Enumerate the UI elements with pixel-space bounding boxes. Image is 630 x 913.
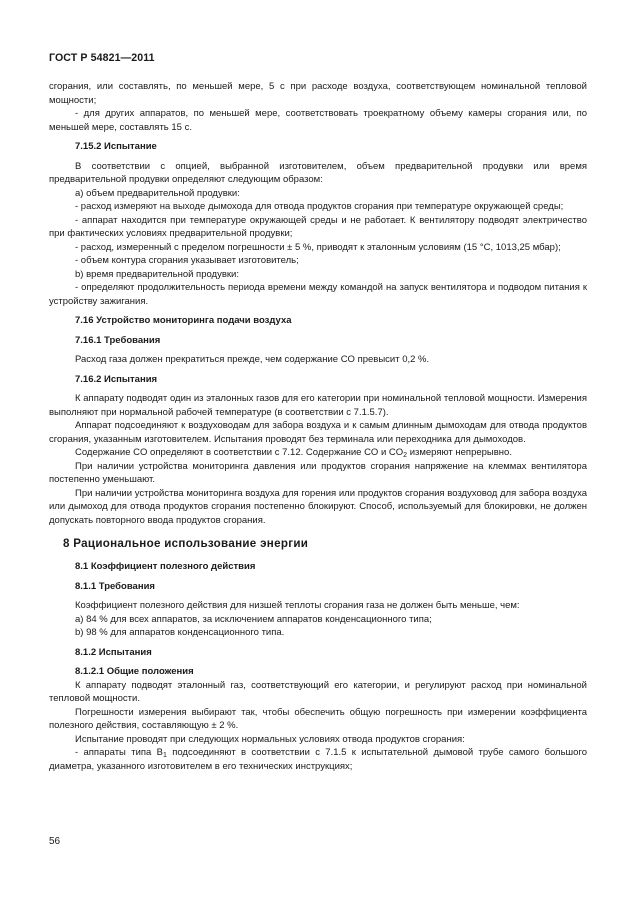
chapter-heading-8: 8 Рациональное использование энергии bbox=[63, 537, 309, 550]
section-heading-8-1-1: 8.1.1 Требования bbox=[75, 580, 155, 592]
section-heading-8-1-2: 8.1.2 Испытания bbox=[75, 646, 152, 658]
text-run: подсоединяют в соответствии с 7.1.5 к испытательной дымовой трубе самого большого диаметра, указанного изготовителем в его технических инструкциях; bbox=[49, 747, 587, 772]
paragraph: К аппарату подводят эталонный газ, соответствующий его категории, и регулируют расход при номинальной тепловой мощности. bbox=[49, 679, 587, 704]
section-heading-7-16-2: 7.16.2 Испытания bbox=[75, 373, 158, 385]
list-item: a) объем предварительной продувки: bbox=[75, 187, 240, 199]
paragraph: - для других аппаратов, по меньшей мере, соответствовать троекратному объему камеры сгорания или, по меньшей мере, составлять 15 с. bbox=[49, 108, 587, 133]
document-body bbox=[49, 80, 587, 773]
text-run: Содержание CO определяют в соответствии с 7.12. Содержание CO и CO bbox=[75, 447, 404, 458]
list-item: - аппарат находится при температуре окружающей среды и не работает. К вентилятору подводят электричество при фактических условиях предварительной продувки; bbox=[49, 214, 587, 239]
section-heading-7-15-2: 7.15.2 Испытание bbox=[75, 141, 157, 152]
list-item bbox=[49, 746, 587, 773]
text-run: - аппараты типа B bbox=[75, 747, 163, 758]
subscript: 1 bbox=[162, 752, 167, 759]
paragraph: Испытание проводят при следующих нормальных условиях отвода продуктов сгорания: bbox=[75, 733, 465, 745]
page-number: 56 bbox=[49, 836, 61, 847]
list-item: - расход измеряют на выходе дымохода для отвода продуктов сгорания при температуре окружающей среды; bbox=[75, 201, 564, 212]
subscript: 2 bbox=[403, 452, 408, 459]
text-run: измеряют непрерывно. bbox=[407, 447, 512, 458]
section-heading-7-16-1: 7.16.1 Требования bbox=[75, 334, 161, 346]
paragraph: В соответствии с опцией, выбранной изготовителем, объем предварительной продувки или время предварительной продувки определяют следующим образом: bbox=[49, 160, 587, 185]
paragraph: При наличии устройства мониторинга давления или продуктов сгорания напряжение на клеммах вентилятора постепенно уменьшают. bbox=[49, 460, 587, 485]
paragraph: Погрешности измерения выбирают так, чтобы обеспечить общую погрешность при измерении коэффициента полезного действия, составляющую ± 2 %. bbox=[49, 706, 587, 731]
section-heading-7-16: 7.16 Устройство мониторинга подачи воздуха bbox=[75, 315, 292, 326]
paragraph: Расход газа должен прекратиться прежде, чем содержание CO превысит 0,2 %. bbox=[75, 354, 430, 365]
list-item: - расход, измеренный c пределом погрешности ± 5 %, приводят к эталонным условиям (15 °C, 1013,25 мбар); bbox=[75, 241, 561, 253]
paragraph: Аппарат подсоединяют к воздуховодам для забора воздуха и к самым длинным дымоходам для отвода продуктов сгорания, указанным изготовителем. Испытания проводят без терминала или переходника для дымоходов. bbox=[49, 420, 587, 445]
list-item: b) время предварительной продувки: bbox=[75, 268, 240, 280]
list-item: b) 98 % для аппаратов конденсационного типа. bbox=[75, 627, 285, 638]
list-item: - определяют продолжительность периода времени между командой на запуск вентилятора и подводом питания к устройству зажигания. bbox=[49, 282, 587, 307]
document-page bbox=[49, 0, 587, 913]
list-item: - объем контура сгорания указывает изготовитель; bbox=[75, 255, 299, 266]
section-heading-8-1: 8.1 Коэффициент полезного действия bbox=[75, 561, 256, 572]
section-heading-8-1-2-1: 8.1.2.1 Общие положения bbox=[75, 666, 194, 677]
paragraph bbox=[49, 446, 587, 460]
paragraph: сгорания, или составлять, по меньшей мере, 5 с при расходе воздуха, соответствующем номинальной тепловой мощности; bbox=[49, 81, 587, 106]
paragraph: Коэффициент полезного действия для низшей теплоты сгорания газа не должен быть меньше, чем: bbox=[75, 600, 520, 611]
list-item: a) 84 % для всех аппаратов, за исключением аппаратов конденсационного типа; bbox=[75, 613, 432, 625]
paragraph: К аппарату подводят один из эталонных газов для его категории при номинальной тепловой мощности. Измерения выполняют при нормальной рабочей температуре (в соответствии с 7.1.5.7). bbox=[49, 393, 587, 418]
standard-header: ГОСТ Р 54821—2011 bbox=[49, 52, 155, 64]
paragraph: При наличии устройства мониторинга воздуха для горения или продуктов сгорания воздуховод для забора воздуха или дымоход для отвода продуктов сгорания постепенно блокируют. Способ, используемый для блокировки, не должен допускать повторного ввода продуктов сгорания. bbox=[49, 487, 587, 526]
